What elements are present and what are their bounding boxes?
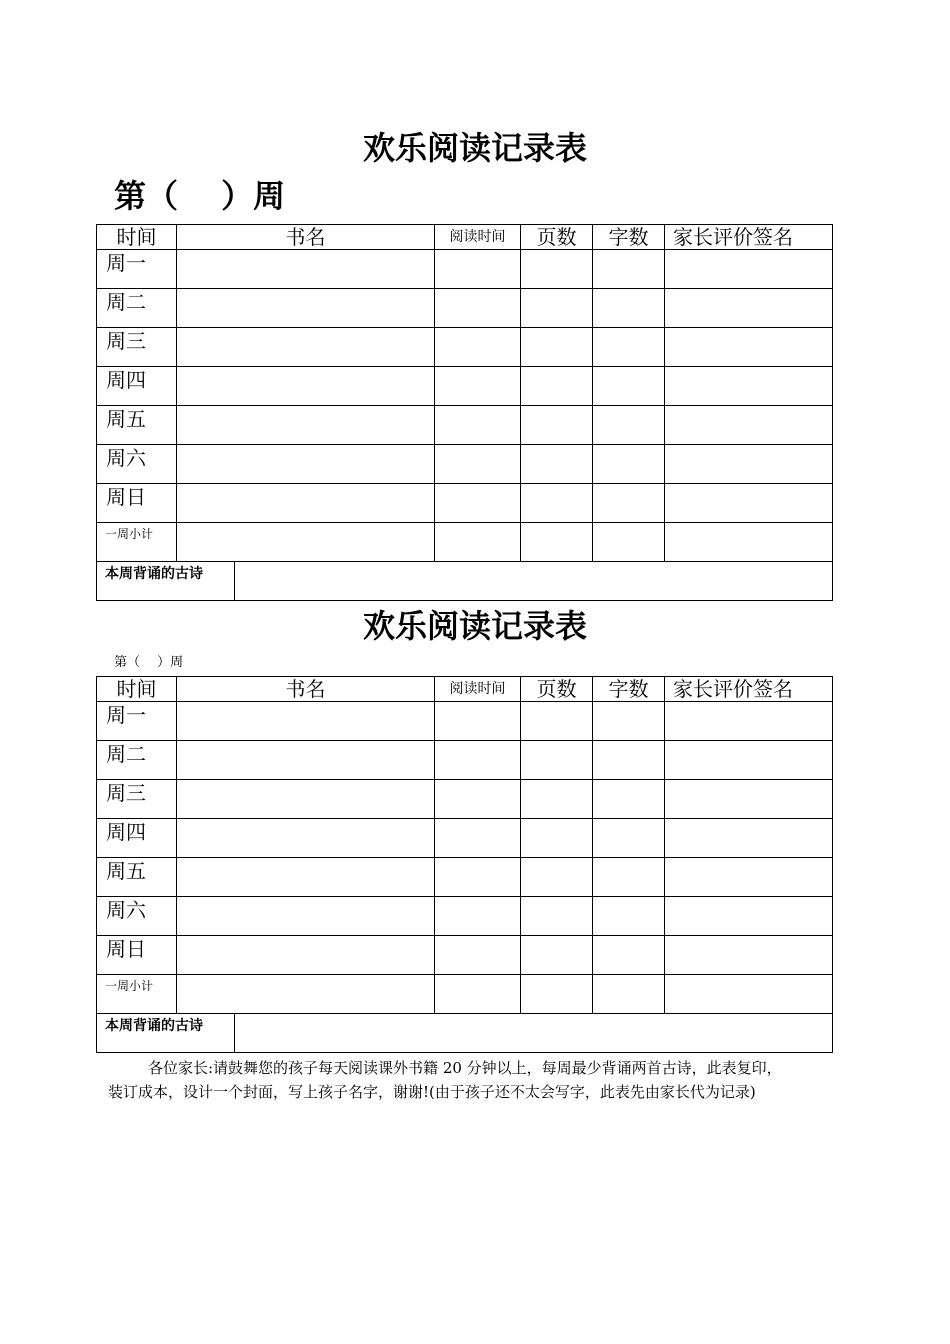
book-cell[interactable] [177, 897, 435, 936]
words-cell[interactable] [593, 250, 665, 289]
signature-cell[interactable] [665, 406, 833, 445]
signature-cell[interactable] [665, 858, 833, 897]
signature-cell[interactable] [665, 367, 833, 406]
subtotal-row [97, 523, 833, 562]
table-row [97, 445, 833, 484]
reading-record-table [96, 224, 833, 601]
signature-cell[interactable] [665, 897, 833, 936]
table-header-row [97, 677, 833, 702]
pages-cell[interactable] [521, 523, 593, 562]
words-cell[interactable] [593, 289, 665, 328]
words-cell[interactable] [593, 858, 665, 897]
week-label: 第（ ）周 [114, 655, 184, 670]
reading-time-cell[interactable] [435, 819, 521, 858]
header-time: 时间 [97, 225, 177, 250]
pages-cell[interactable] [521, 936, 593, 975]
poem-label: 本周背诵的古诗 [97, 1014, 235, 1052]
book-cell[interactable] [177, 289, 435, 328]
words-cell[interactable] [593, 819, 665, 858]
reading-time-cell[interactable] [435, 780, 521, 819]
book-cell[interactable] [177, 406, 435, 445]
poem-input[interactable] [235, 562, 832, 600]
reading-time-cell[interactable] [435, 936, 521, 975]
pages-cell[interactable] [521, 250, 593, 289]
words-cell[interactable] [593, 484, 665, 523]
header-book: 书名 [177, 677, 435, 702]
words-cell[interactable] [593, 367, 665, 406]
table-row [97, 367, 833, 406]
signature-cell[interactable] [665, 289, 833, 328]
reading-time-cell[interactable] [435, 975, 521, 1014]
pages-cell[interactable] [521, 741, 593, 780]
header-reading-time: 阅读时间 [435, 225, 521, 250]
header-reading-time: 阅读时间 [435, 677, 521, 702]
book-cell[interactable] [177, 819, 435, 858]
table-row [97, 250, 833, 289]
header-time: 时间 [97, 677, 177, 702]
day-label: 周日 [97, 936, 177, 975]
header-parent-signature: 家长评价签名 [665, 677, 833, 702]
book-cell[interactable] [177, 445, 435, 484]
book-cell[interactable] [177, 780, 435, 819]
reading-time-cell[interactable] [435, 289, 521, 328]
signature-cell[interactable] [665, 975, 833, 1014]
header-words: 字数 [593, 677, 665, 702]
poem-label: 本周背诵的古诗 [97, 562, 235, 600]
signature-cell[interactable] [665, 250, 833, 289]
words-cell[interactable] [593, 975, 665, 1014]
table-row [97, 936, 833, 975]
table-row [97, 780, 833, 819]
poem-row [97, 1014, 833, 1053]
pages-cell[interactable] [521, 445, 593, 484]
reading-time-cell[interactable] [435, 367, 521, 406]
reading-time-cell[interactable] [435, 445, 521, 484]
page-title: 欢乐阅读记录表 [362, 129, 587, 167]
header-book: 书名 [177, 225, 435, 250]
poem-row [97, 562, 833, 601]
day-label: 周四 [97, 819, 177, 858]
pages-cell[interactable] [521, 780, 593, 819]
table-header-row [97, 225, 833, 250]
day-label: 周五 [97, 858, 177, 897]
reading-time-cell[interactable] [435, 741, 521, 780]
pages-cell[interactable] [521, 702, 593, 741]
subtotal-label: 一周小计 [97, 975, 177, 1014]
words-cell[interactable] [593, 445, 665, 484]
day-label: 周六 [97, 445, 177, 484]
reading-time-cell[interactable] [435, 406, 521, 445]
header-pages: 页数 [521, 225, 593, 250]
pages-cell[interactable] [521, 328, 593, 367]
words-cell[interactable] [593, 702, 665, 741]
signature-cell[interactable] [665, 328, 833, 367]
subtotal-label: 一周小计 [97, 523, 177, 562]
pages-cell[interactable] [521, 975, 593, 1014]
day-label: 周三 [97, 780, 177, 819]
pages-cell[interactable] [521, 484, 593, 523]
pages-cell[interactable] [521, 819, 593, 858]
signature-cell[interactable] [665, 741, 833, 780]
table-row [97, 406, 833, 445]
words-cell[interactable] [593, 897, 665, 936]
reading-time-cell[interactable] [435, 858, 521, 897]
signature-cell[interactable] [665, 819, 833, 858]
parent-note-line2: 装订成本，设计一个封面，写上孩子名字，谢谢!(由于孩子还不太会写字，此表先由家长代为记录) [108, 1083, 756, 1101]
day-label: 周四 [97, 367, 177, 406]
pages-cell[interactable] [521, 897, 593, 936]
reading-time-cell[interactable] [435, 523, 521, 562]
words-cell[interactable] [593, 523, 665, 562]
book-cell[interactable] [177, 975, 435, 1014]
words-cell[interactable] [593, 936, 665, 975]
day-label: 周五 [97, 406, 177, 445]
signature-cell[interactable] [665, 523, 833, 562]
parent-note [108, 1056, 860, 1104]
header-pages: 页数 [521, 677, 593, 702]
reading-time-cell[interactable] [435, 250, 521, 289]
day-label: 周六 [97, 897, 177, 936]
book-cell[interactable] [177, 328, 435, 367]
header-parent-signature: 家长评价签名 [665, 225, 833, 250]
parent-note-line1: 各位家长:请鼓舞您的孩子每天阅读课外书籍 20 分钟以上，每周最少背诵两首古诗，此表复印， [148, 1059, 782, 1077]
reading-time-cell[interactable] [435, 897, 521, 936]
pages-cell[interactable] [521, 406, 593, 445]
day-label: 周三 [97, 328, 177, 367]
book-cell[interactable] [177, 250, 435, 289]
table-row [97, 858, 833, 897]
table-row [97, 702, 833, 741]
book-cell[interactable] [177, 367, 435, 406]
week-label: 第（ ）周 [114, 177, 286, 215]
table-row [97, 819, 833, 858]
signature-cell[interactable] [665, 936, 833, 975]
signature-cell[interactable] [665, 702, 833, 741]
pages-cell[interactable] [521, 289, 593, 328]
table-row [97, 484, 833, 523]
reading-time-cell[interactable] [435, 328, 521, 367]
signature-cell[interactable] [665, 780, 833, 819]
book-cell[interactable] [177, 741, 435, 780]
day-label: 周一 [97, 250, 177, 289]
book-cell[interactable] [177, 936, 435, 975]
pages-cell[interactable] [521, 367, 593, 406]
day-label: 周二 [97, 289, 177, 328]
words-cell[interactable] [593, 406, 665, 445]
reading-time-cell[interactable] [435, 702, 521, 741]
signature-cell[interactable] [665, 445, 833, 484]
table-row [97, 328, 833, 367]
page-title: 欢乐阅读记录表 [362, 607, 587, 645]
book-cell[interactable] [177, 702, 435, 741]
reading-time-cell[interactable] [435, 484, 521, 523]
words-cell[interactable] [593, 741, 665, 780]
reading-record-table [96, 676, 833, 1053]
words-cell[interactable] [593, 328, 665, 367]
table-row [97, 289, 833, 328]
words-cell[interactable] [593, 780, 665, 819]
day-label: 周日 [97, 484, 177, 523]
header-words: 字数 [593, 225, 665, 250]
book-cell[interactable] [177, 523, 435, 562]
book-cell[interactable] [177, 858, 435, 897]
subtotal-row [97, 975, 833, 1014]
poem-input[interactable] [235, 1014, 832, 1052]
book-cell[interactable] [177, 484, 435, 523]
day-label: 周一 [97, 702, 177, 741]
signature-cell[interactable] [665, 484, 833, 523]
table-row [97, 897, 833, 936]
table-row [97, 741, 833, 780]
pages-cell[interactable] [521, 858, 593, 897]
day-label: 周二 [97, 741, 177, 780]
